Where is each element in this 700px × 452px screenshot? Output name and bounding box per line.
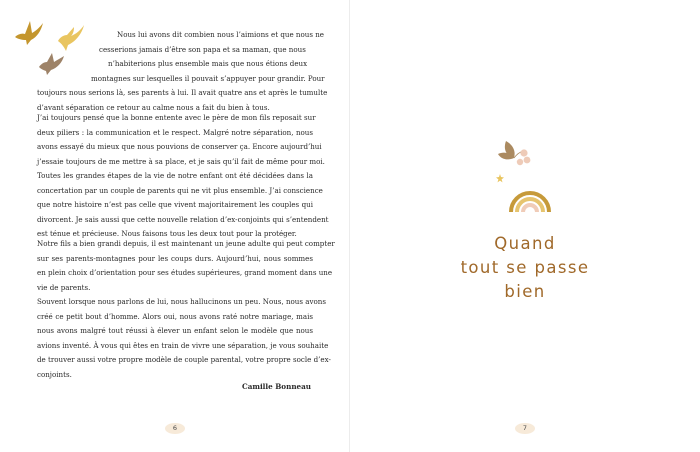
text-line: d’avant séparation ce retour au calme nous a fait du bien à tous. [37, 102, 270, 112]
chapter-title [445, 232, 605, 304]
page-number-left: 6 [165, 423, 185, 434]
text-line: Notre fils a bien grandi depuis, il est maintenant un jeune adulte qui peut compter [37, 239, 335, 248]
text-line: que notre histoire n’est pas celle que vivent majoritairement les couples qui [37, 200, 313, 210]
text-line: deux piliers : la communication et le respect. Malgré notre séparation, nous [37, 127, 313, 137]
text-line: nous avons malgré tout réussi à élever un enfant selon le modèle que nous [37, 326, 313, 336]
berries-icon [517, 149, 531, 165]
rainbow-icon [506, 184, 554, 214]
leaf-berries-decoration [494, 136, 544, 186]
right-page [350, 0, 700, 452]
body-paragraph-1 [37, 28, 328, 115]
text-line: j’essaie toujours de me mettre à sa place, et je sais qu’il fait de même pour moi. [37, 156, 325, 166]
text-line: montagnes sur lesquelles il pouvait s’appuyer pour grandir. Pour [91, 73, 325, 83]
text-line: concertation par un couple de parents qui ne vit plus ensemble. J’ai conscience [37, 185, 323, 195]
text-line: créé ce petit bout d’homme. Alors oui, nous avons raté notre mariage, mais [37, 311, 313, 321]
text-line: Souvent lorsque nous parlons de lui, nous hallucinons un peu. Nous, nous avons [37, 297, 326, 306]
page-number-right: 7 [515, 423, 535, 434]
text-line: cesserions jamais d’être son papa et sa maman, que nous [99, 44, 306, 54]
text-line: Nous lui avons dit combien nous l’aimions et que nous ne [117, 30, 324, 39]
text-line: de trouver aussi votre propre modèle de couple parental, votre propre socle d’ex- [37, 355, 331, 365]
text-line: avions inventé. À vous qui êtes en train de vivre une séparation, je vous souhaite [37, 340, 329, 350]
text-line: J’ai toujours pensé que la bonne entente avec le père de mon fils reposait sur [37, 113, 316, 122]
chapter-title-line: tout se passe [460, 258, 590, 277]
text-line: en plein choix d’orientation pour ses études supérieures, grand moment dans une [37, 268, 333, 278]
body-paragraph-3 [37, 237, 335, 295]
text-line: avons essayé du mieux que nous pouvions de conserver ça. Encore aujourd’hui [37, 142, 322, 152]
text-line: vie de parents. [37, 282, 91, 292]
text-line: est ténue et précieuse. Nous faisons tous les deux tout pour la protéger. [37, 229, 297, 239]
text-line: sur ses parents-montagnes pour les coups durs. Aujourd’hui, nous sommes [37, 253, 313, 263]
text-line: Toutes les grandes étapes de la vie de notre enfant ont été décidées dans la [37, 171, 313, 181]
author-signature: Camille Bonneau [241, 382, 311, 391]
text-line: toujours nous serions là, ses parents à lui. Il avait quatre ans et après le tumulte [37, 88, 328, 98]
body-paragraph-4 [37, 295, 331, 382]
text-line: conjoints. [37, 369, 72, 379]
chapter-title-line: Quand [494, 234, 556, 253]
chapter-title-line: bien [504, 282, 546, 301]
star-icon [496, 174, 504, 182]
text-line: n’habiterions plus ensemble mais que nous étions deux [108, 59, 308, 69]
body-paragraph-2 [37, 111, 329, 242]
text-line: divorcent. Je sais aussi que cette nouvelle relation d’ex-conjoints qui s’entendent [37, 214, 329, 224]
leaf-icon [498, 141, 523, 159]
book-gutter [349, 0, 350, 452]
